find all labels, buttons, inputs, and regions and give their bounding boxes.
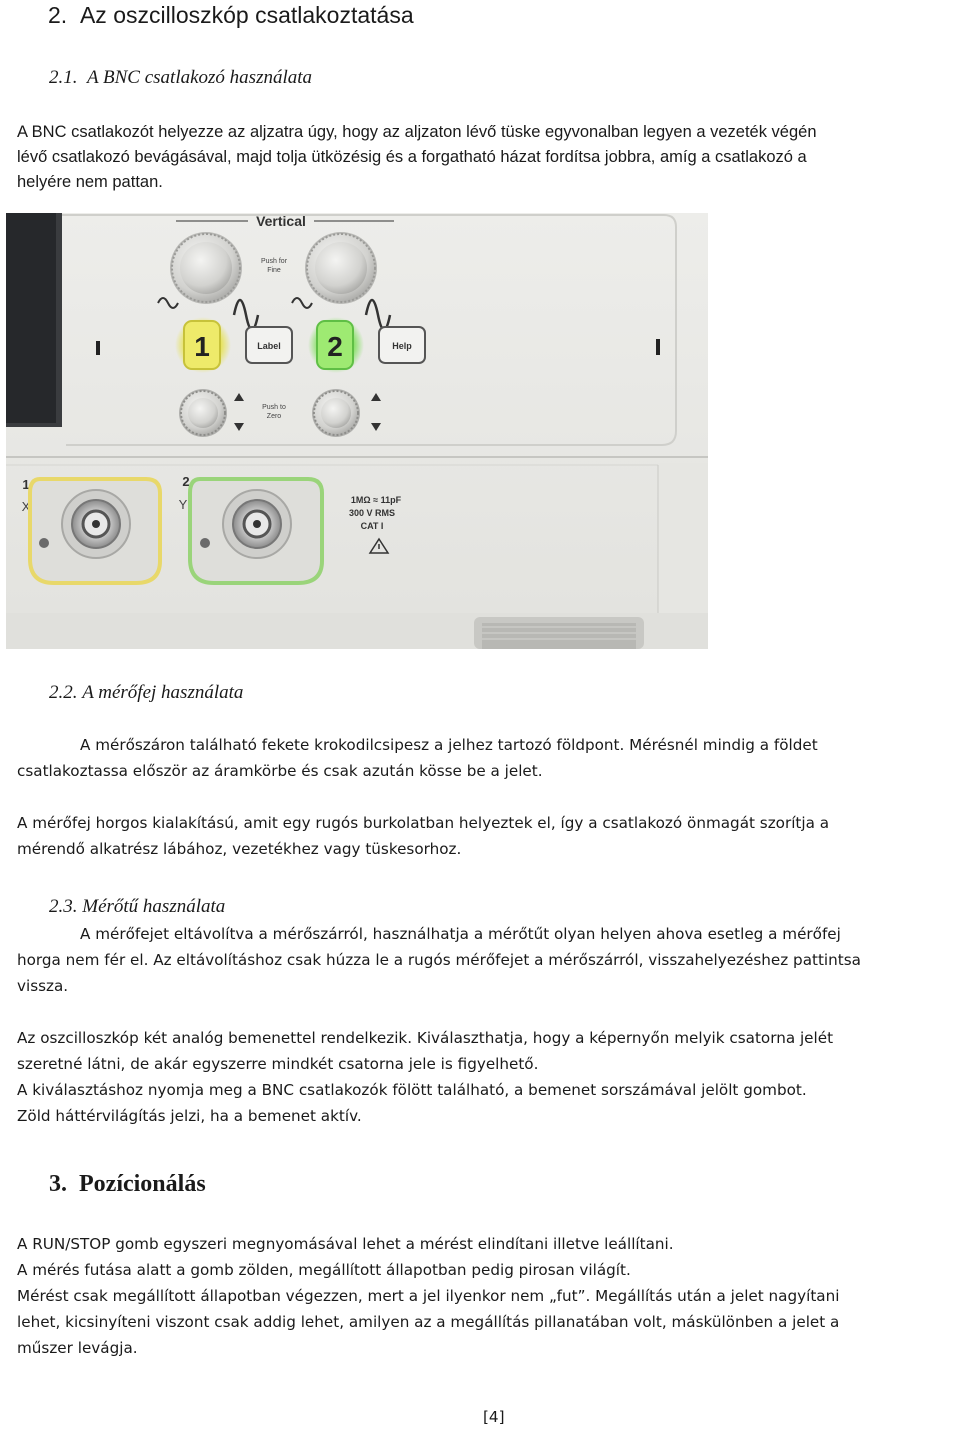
ch2-scale-knob[interactable] — [305, 232, 377, 304]
positioning-paragraph — [17, 1231, 839, 1361]
text-line: csatlakoztassa először az áramkörbe és csak azután kösse be a jelet. — [17, 762, 543, 780]
help-button-text: Help — [392, 341, 412, 351]
input-1-number: 1 — [22, 477, 30, 492]
needle-paragraph-1 — [17, 921, 861, 999]
spec-voltage: 300 V RMS — [348, 508, 396, 518]
section-3-number: 3. — [49, 1171, 67, 1197]
probe-paragraph-2 — [17, 810, 829, 862]
text-line: lévő csatlakozó bevágásával, majd tolja ütközésig és a forgatható házat fordítsa jobbra, amíg a csatlakozó a — [17, 148, 807, 166]
text-line: A RUN/STOP gomb egyszeri megnyomásával lehet a mérést elindítani illetve leállítani. — [17, 1235, 674, 1253]
section-2-2-number: 2.2. — [49, 682, 78, 703]
section-2-heading — [48, 2, 414, 29]
page-number: [4] — [483, 1408, 505, 1426]
text-line: A mérés futása alatt a gomb zölden, megállított állapotban pedig pirosan világít. — [17, 1261, 631, 1279]
text-line: Az oszcilloszkóp két analóg bemenettel rendelkezik. Kiválaszthatja, hogy a képernyőn melyik csatorna jelét — [17, 1029, 834, 1047]
label-button-text: Label — [257, 341, 281, 351]
help-button[interactable] — [379, 327, 425, 363]
text-line: horga nem fér el. Az eltávolításhoz csak húzza le a rugós mérőfejet a mérőszárról, visszahelyezéshez pattintsa — [17, 951, 861, 969]
input-1-axis: X — [21, 499, 31, 514]
spec-category: CAT I — [360, 521, 384, 531]
channel-1-label: 1 — [194, 331, 210, 362]
text-line: A mérőfejet eltávolítva a mérőszárról, használhatja a mérőtűt olyan helyen ahova esetleg a mérőfej — [80, 925, 841, 943]
section-2-1-title: A BNC csatlakozó használata — [87, 67, 313, 88]
probe-paragraph-1 — [17, 732, 818, 784]
ch1-scale-knob[interactable] — [170, 232, 242, 304]
text-line: A mérőszáron található fekete krokodilcsipesz a jelhez tartozó földpont. Mérésnél mindig a földet — [80, 736, 818, 754]
channel-1-button[interactable] — [175, 317, 231, 373]
bnc-paragraph — [17, 120, 817, 195]
text-line: A mérőfej horgos kialakítású, amit egy rugós burkolatban helyeztek el, így a csatlakozó önmagát szorítja a — [17, 814, 830, 832]
text-line: műszer levágja. — [17, 1339, 138, 1357]
input-2-axis: Y — [178, 497, 188, 512]
section-2-2-heading — [49, 682, 243, 704]
vertical-label: Vertical — [256, 213, 306, 229]
channel-2-button[interactable] — [308, 317, 364, 373]
oscilloscope-front-panel-photo — [6, 213, 708, 649]
input-2-number: 2 — [182, 474, 190, 489]
section-2-2-title: A mérőfej használata — [82, 682, 244, 703]
section-2-title: Az oszcilloszkóp csatlakoztatása — [79, 2, 414, 28]
push-fine-label-2: Fine — [267, 267, 281, 274]
section-2-3-number: 2.3. — [49, 896, 78, 917]
ch1-position-knob[interactable] — [179, 389, 227, 437]
text-line: Zöld háttérvilágítás jelzi, ha a bemenet aktív. — [17, 1107, 362, 1125]
text-line: Mérést csak megállított állapotban végezzen, mert a jel ilyenkor nem „fut”. Megállítás után a jelet nagyítani — [17, 1287, 840, 1305]
spec-impedance: 1MΩ ≈ 11pF — [350, 495, 402, 505]
text-line: mérendő alkatrész lábához, vezetékhez vagy tüskesorhoz. — [17, 840, 462, 858]
section-3-title: Pozícionálás — [79, 1171, 206, 1197]
section-3-heading — [49, 1171, 206, 1198]
text-line: A BNC csatlakozót helyezze az aljzatra úgy, hogy az aljzaton lévő tüske egyvonalban legyen a vezeték végén — [17, 123, 817, 141]
needle-paragraph-2 — [17, 1025, 833, 1129]
text-line: helyére nem pattan. — [17, 173, 163, 191]
push-fine-label-1: Push for — [260, 258, 288, 265]
text-line: A kiválasztáshoz nyomja meg a BNC csatlakozók fölött található, a bemenet sorszámával jelölt gombot. — [17, 1081, 807, 1099]
section-2-1-heading — [49, 67, 312, 89]
bnc-input-1[interactable] — [30, 479, 160, 583]
section-2-3-heading — [49, 896, 225, 918]
ch2-position-knob[interactable] — [312, 389, 360, 437]
text-line: vissza. — [17, 977, 69, 995]
text-line: szeretné látni, de akár egyszerre mindkét csatorna jele is figyelhető. — [17, 1055, 539, 1073]
channel-2-label: 2 — [327, 331, 343, 362]
push-zero-label-2: Zero — [266, 413, 282, 420]
label-button[interactable] — [246, 327, 292, 363]
section-2-1-number: 2.1. — [49, 67, 78, 88]
bnc-input-2[interactable] — [190, 479, 322, 583]
section-2-number: 2. — [48, 2, 68, 28]
text-line: lehet, kicsinyíteni viszont csak addig lehet, amilyen az a megállítás pillanatában volt, máskülönben a jelet a — [17, 1313, 840, 1331]
section-2-3-title: Mérőtű használata — [82, 896, 226, 917]
push-zero-label-1: Push to — [262, 404, 286, 411]
